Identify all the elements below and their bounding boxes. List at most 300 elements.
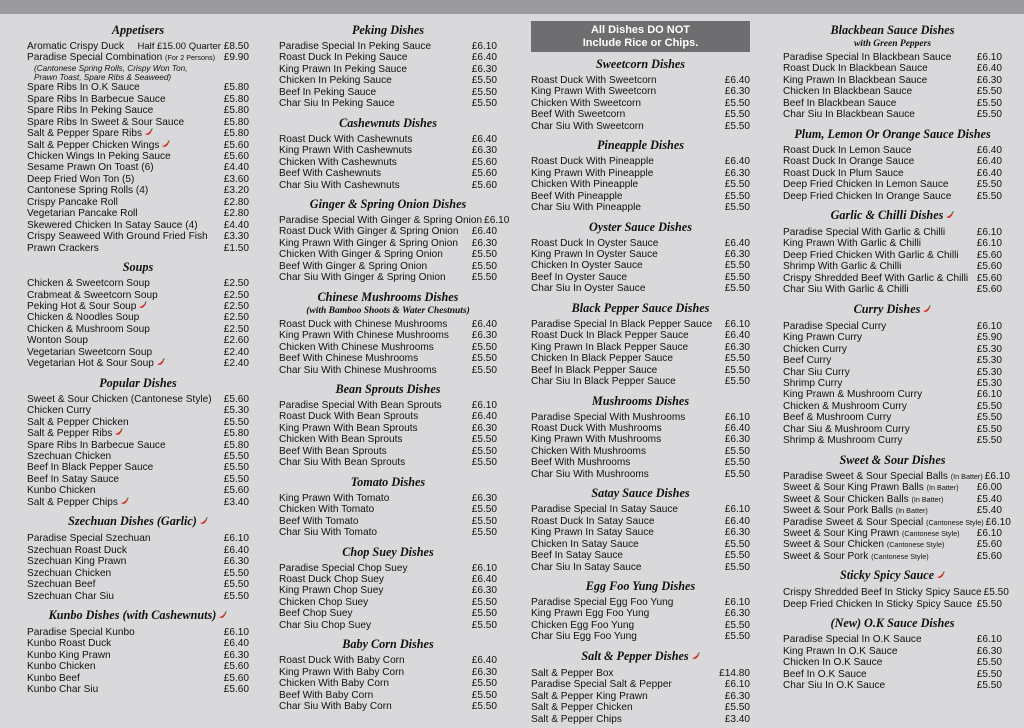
item-name: Char Siu In Satay Sauce bbox=[531, 561, 642, 573]
item-price: £6.40 bbox=[471, 411, 497, 423]
item-price: £5.40 bbox=[976, 493, 1002, 505]
item-name: King Prawn With Chinese Mushrooms bbox=[279, 330, 449, 342]
section-title bbox=[279, 23, 497, 37]
item-price-wrap bbox=[723, 714, 750, 725]
menu-section bbox=[783, 452, 1011, 563]
item-name: Beef In O.K Sauce bbox=[783, 668, 867, 680]
item-price-wrap bbox=[222, 140, 249, 151]
menu-item bbox=[27, 278, 249, 289]
item-price-wrap bbox=[723, 631, 750, 642]
section-title-text: Bean Sprouts Dishes bbox=[335, 381, 441, 396]
item-price: £2.40 bbox=[223, 346, 249, 358]
menu-item bbox=[531, 412, 750, 423]
menu-item bbox=[531, 668, 750, 679]
item-name-wrap bbox=[279, 701, 392, 712]
item-name: Vegetarian Sweetcorn Soup bbox=[27, 346, 153, 358]
menu-item bbox=[27, 579, 249, 590]
item-name-wrap bbox=[783, 63, 928, 74]
menu-item bbox=[27, 140, 249, 151]
menu-item bbox=[279, 411, 497, 422]
menu-item bbox=[783, 284, 1002, 295]
section-title-text: Chinese Mushrooms Dishes bbox=[317, 289, 459, 304]
section-subtitle: with Green Peppers bbox=[853, 39, 932, 49]
item-name: Chicken & Sweetcorn Soup bbox=[27, 278, 150, 290]
item-price-wrap bbox=[222, 462, 249, 473]
item-name: King Prawn In Black Pepper Sauce bbox=[531, 341, 689, 353]
item-price-wrap bbox=[723, 283, 750, 294]
menu-item bbox=[279, 574, 497, 585]
item-name: King Prawn With Cashewnuts bbox=[279, 145, 412, 157]
item-name: Beef Chop Suey bbox=[279, 608, 353, 620]
menu-item bbox=[783, 63, 1002, 74]
item-name-wrap bbox=[783, 75, 927, 86]
item-price: £5.50 bbox=[724, 271, 750, 283]
section-title-text: Sticky Spicy Sauce bbox=[839, 568, 935, 583]
menu-item bbox=[783, 344, 1002, 355]
item-name: Sweet & Sour Pork Balls bbox=[783, 505, 893, 517]
item-price-wrap bbox=[975, 599, 1002, 610]
item-name: Salt & Pepper Chicken Wings bbox=[27, 139, 160, 151]
item-name: Beef With Baby Corn bbox=[279, 689, 374, 701]
item-price: £6.30 bbox=[724, 167, 750, 179]
item-price: £5.50 bbox=[471, 341, 497, 353]
item-price: £5.50 bbox=[724, 260, 750, 272]
item-name: King Prawn In O.K Sauce bbox=[783, 645, 898, 657]
item-name-wrap bbox=[783, 646, 897, 657]
menu-column-3 bbox=[531, 20, 750, 725]
menu-item bbox=[531, 283, 750, 294]
item-name-wrap bbox=[279, 516, 358, 527]
item-price-wrap bbox=[222, 405, 249, 416]
item-name: Beef In Blackbean Sauce bbox=[783, 97, 897, 109]
item-name-wrap bbox=[279, 597, 368, 608]
menu-item bbox=[531, 319, 750, 330]
section-title bbox=[279, 545, 497, 559]
item-price: £6.30 bbox=[471, 63, 497, 75]
menu-item bbox=[783, 367, 1002, 378]
menu-item bbox=[531, 679, 750, 690]
menu-item bbox=[27, 312, 249, 323]
section-title-text: Soups bbox=[122, 260, 154, 275]
menu-item bbox=[279, 365, 497, 376]
menu-item bbox=[279, 667, 497, 678]
item-name: King Prawn & Mushroom Curry bbox=[783, 389, 923, 401]
item-price: £6.40 bbox=[471, 318, 497, 330]
item-name-wrap bbox=[279, 678, 389, 689]
item-price: £5.60 bbox=[223, 139, 249, 151]
item-name: Beef With Ginger & Spring Onion bbox=[279, 260, 428, 272]
item-name-wrap bbox=[27, 128, 153, 139]
item-name-wrap bbox=[531, 550, 623, 561]
item-name-wrap bbox=[783, 52, 951, 63]
menu-section bbox=[783, 127, 1002, 202]
section-title bbox=[531, 138, 750, 152]
item-price: £6.10 bbox=[724, 504, 750, 516]
menu-item bbox=[279, 168, 497, 179]
menu-item bbox=[783, 482, 1002, 493]
menu-item bbox=[27, 117, 249, 128]
item-price: £5.60 bbox=[976, 539, 1002, 551]
item-name-wrap bbox=[27, 394, 212, 405]
item-name: Char Siu Egg Foo Yung bbox=[531, 631, 637, 643]
item-price-wrap bbox=[723, 168, 750, 179]
item-name: Kunbo Chicken bbox=[27, 661, 96, 673]
item-name-wrap bbox=[27, 174, 134, 185]
item-price: £5.60 bbox=[223, 661, 249, 673]
item-price-wrap bbox=[470, 620, 497, 631]
menu-item bbox=[279, 457, 497, 468]
item-price: £6.40 bbox=[724, 422, 750, 434]
item-price-wrap bbox=[975, 657, 1002, 668]
menu-item bbox=[531, 702, 750, 713]
menu-item bbox=[531, 330, 750, 341]
item-price: £4.40 bbox=[223, 219, 249, 231]
item-name: Sweet & Sour Chicken bbox=[783, 539, 884, 551]
item-price: £2.80 bbox=[223, 196, 249, 208]
item-price: £6.10 bbox=[985, 516, 1011, 528]
item-price-wrap bbox=[470, 330, 497, 341]
menu-item bbox=[279, 87, 497, 98]
item-name-wrap bbox=[531, 504, 678, 515]
item-name: Char Siu With Ginger & Spring Onion bbox=[279, 272, 446, 284]
item-price-wrap bbox=[975, 680, 1002, 691]
item-price: £5.50 bbox=[724, 468, 750, 480]
item-name: Crispy Shredded Beef With Garlic & Chilli bbox=[783, 272, 969, 284]
item-price-wrap bbox=[723, 562, 750, 573]
item-name-wrap bbox=[27, 485, 95, 496]
menu-section bbox=[279, 23, 497, 110]
item-name: Roast Duck In Blackbean Sauce bbox=[783, 63, 928, 75]
item-name-wrap bbox=[531, 191, 622, 202]
item-name-wrap bbox=[279, 434, 402, 445]
item-price: £9.90 bbox=[223, 52, 249, 64]
menu-item bbox=[531, 98, 750, 109]
item-price-wrap bbox=[975, 86, 1002, 97]
menu-item bbox=[531, 457, 750, 468]
item-price-wrap bbox=[982, 587, 1009, 598]
item-name: Chicken With Chinese Mushrooms bbox=[279, 341, 434, 353]
item-price: £5.50 bbox=[976, 109, 1002, 121]
section-title bbox=[783, 616, 1002, 630]
item-price: £5.50 bbox=[471, 596, 497, 608]
item-name-wrap bbox=[279, 667, 404, 678]
item-name-wrap bbox=[531, 272, 627, 283]
chili-pepper-icon bbox=[118, 497, 129, 507]
item-price-wrap bbox=[470, 504, 497, 515]
item-price-wrap bbox=[470, 261, 497, 272]
menu-item bbox=[783, 389, 1002, 400]
item-name-wrap bbox=[27, 185, 148, 196]
menu-item bbox=[27, 151, 249, 162]
menu-item bbox=[27, 41, 249, 52]
section-title-text: Oyster Sauce Dishes bbox=[589, 219, 692, 234]
item-name: King Prawn Chop Suey bbox=[279, 585, 384, 597]
item-name: King Prawn With Pineapple bbox=[531, 167, 654, 179]
item-price-wrap bbox=[222, 128, 249, 139]
item-price: £5.50 bbox=[223, 590, 249, 602]
menu-item bbox=[279, 690, 497, 701]
menu-item bbox=[27, 661, 249, 672]
item-name: Kunbo Char Siu bbox=[27, 684, 99, 696]
menu-item bbox=[531, 260, 750, 271]
menu-section bbox=[279, 637, 497, 712]
item-name-wrap bbox=[531, 342, 688, 353]
menu-item bbox=[531, 342, 750, 353]
menu-item bbox=[27, 556, 249, 567]
item-name: Chicken With Ginger & Spring Onion bbox=[279, 249, 443, 261]
item-price-wrap bbox=[975, 482, 1002, 493]
item-price-wrap bbox=[470, 87, 497, 98]
menu-item bbox=[783, 412, 1002, 423]
item-name: Paradise Special With Mushrooms bbox=[531, 411, 686, 423]
item-note: Prawn Toast, Spare Ribs & Seaweed) bbox=[34, 73, 172, 83]
item-name: Crispy Pancake Roll bbox=[27, 196, 118, 208]
item-price: £6.30 bbox=[976, 645, 1002, 657]
menu-column-2 bbox=[279, 20, 510, 713]
item-name-wrap bbox=[783, 109, 915, 120]
item-price: £5.50 bbox=[471, 504, 497, 516]
menu-section bbox=[783, 208, 1002, 296]
item-price: £5.50 bbox=[471, 515, 497, 527]
menu-item bbox=[279, 446, 497, 457]
item-name: Roast Duck With Ginger & Spring Onion bbox=[279, 226, 459, 238]
item-price: £5.50 bbox=[724, 190, 750, 202]
item-name: Paradise Special Egg Foo Yung bbox=[531, 596, 674, 608]
item-name: Paradise Special With Bean Sprouts bbox=[279, 399, 442, 411]
item-price: £6.10 bbox=[724, 679, 750, 691]
item-name-wrap bbox=[783, 332, 862, 343]
item-tag: (Cantonese Style) bbox=[926, 517, 984, 527]
item-price-wrap bbox=[723, 202, 750, 213]
item-price: £5.50 bbox=[471, 678, 497, 690]
item-price-wrap bbox=[723, 423, 750, 434]
item-name-wrap bbox=[279, 180, 400, 191]
menu-item bbox=[531, 527, 750, 538]
item-name-wrap bbox=[783, 471, 983, 482]
section-title-text: Sweet & Sour Dishes bbox=[839, 452, 946, 467]
item-name: Kunbo Roast Duck bbox=[27, 638, 112, 650]
item-price: £5.50 bbox=[471, 701, 497, 713]
item-name: Sweet & Sour Chicken (Cantonese Style) bbox=[27, 393, 212, 405]
item-name: Char Siu With Baby Corn bbox=[279, 701, 392, 713]
menu-section bbox=[783, 616, 1002, 691]
item-price: £6.30 bbox=[471, 237, 497, 249]
item-price: £5.60 bbox=[976, 272, 1002, 284]
menu-item bbox=[783, 424, 1002, 435]
item-name: Chicken & Mushroom Soup bbox=[27, 323, 150, 335]
item-price: £6.40 bbox=[471, 52, 497, 64]
menu-item bbox=[531, 446, 750, 457]
item-name-wrap bbox=[531, 168, 653, 179]
menu-item bbox=[27, 684, 249, 695]
item-price: £5.50 bbox=[976, 598, 1002, 610]
menu-item bbox=[783, 191, 1002, 202]
item-name: King Prawn With Garlic & Chilli bbox=[783, 238, 921, 250]
item-price: £3.40 bbox=[724, 713, 750, 725]
item-name: Char Siu With Tomato bbox=[279, 527, 377, 539]
item-name: Deep Fried Chicken With Garlic & Chilli bbox=[783, 249, 959, 261]
item-price: £6.40 bbox=[471, 226, 497, 238]
item-price-wrap bbox=[723, 109, 750, 120]
item-name-wrap bbox=[27, 197, 118, 208]
section-title-text: Sweetcorn Dishes bbox=[595, 57, 686, 71]
menu-item bbox=[783, 261, 1002, 272]
menu-item bbox=[279, 261, 497, 272]
menu-item bbox=[279, 319, 497, 330]
item-price: £5.50 bbox=[983, 587, 1009, 599]
item-name-wrap bbox=[27, 335, 88, 346]
chili-pepper-icon bbox=[159, 140, 170, 150]
item-name: Salt & Pepper King Prawn bbox=[531, 690, 648, 702]
menu-item bbox=[783, 470, 1010, 482]
section-title bbox=[531, 57, 750, 71]
item-name: Chicken Egg Foo Yung bbox=[531, 619, 635, 631]
item-name: Paradise Sweet & Sour Special bbox=[783, 516, 924, 528]
item-name-wrap bbox=[279, 145, 412, 156]
menu-section bbox=[531, 486, 750, 573]
item-name-wrap bbox=[279, 157, 397, 168]
item-price: £5.50 bbox=[471, 260, 497, 272]
item-name-wrap bbox=[27, 117, 184, 128]
section-title-text: Salt & Pepper Dishes bbox=[581, 648, 689, 663]
item-name-wrap bbox=[27, 440, 166, 451]
item-name-wrap bbox=[279, 585, 383, 596]
item-price-wrap bbox=[222, 428, 249, 439]
item-name-wrap bbox=[783, 145, 911, 156]
item-price: £5.50 bbox=[976, 86, 1002, 98]
item-name: Spare Ribs In Sweet & Sour Sauce bbox=[27, 116, 185, 128]
item-price: £5.80 bbox=[223, 428, 249, 440]
item-name-wrap bbox=[279, 400, 442, 411]
item-price: £6.10 bbox=[471, 562, 497, 574]
item-price-wrap bbox=[222, 417, 249, 428]
item-name-wrap bbox=[279, 64, 407, 75]
menu-item bbox=[27, 417, 249, 428]
item-name: Paradise Special In Satay Sauce bbox=[531, 504, 679, 516]
item-price-wrap bbox=[975, 344, 1002, 355]
item-name-wrap bbox=[531, 539, 639, 550]
item-price-wrap bbox=[975, 528, 1002, 539]
item-price-wrap bbox=[723, 353, 750, 364]
section-title-text: Baby Corn Dishes bbox=[342, 637, 434, 652]
item-name: Paradise Special Salt & Pepper bbox=[531, 679, 672, 691]
item-price-wrap bbox=[723, 620, 750, 631]
item-price-wrap bbox=[470, 655, 497, 666]
item-tag: (In Batter) bbox=[895, 506, 928, 516]
menu-item bbox=[783, 516, 1011, 528]
menu-item bbox=[279, 64, 497, 75]
item-name-wrap bbox=[27, 347, 152, 358]
item-price-wrap bbox=[975, 494, 1002, 505]
section-title bbox=[27, 260, 249, 274]
menu-item bbox=[27, 533, 249, 544]
item-price: £6.00 bbox=[976, 482, 1002, 494]
item-name-wrap bbox=[27, 684, 98, 695]
item-name-wrap bbox=[279, 330, 449, 341]
item-price: £5.60 bbox=[223, 684, 249, 696]
item-price: £5.50 bbox=[724, 179, 750, 191]
section-title-text: Blackbean Sauce Dishes bbox=[830, 23, 955, 37]
menu-item bbox=[783, 86, 1002, 97]
item-tag: (Cantonese Style) bbox=[871, 551, 929, 561]
item-name: Beef With Chinese Mushrooms bbox=[279, 353, 419, 365]
item-name-wrap bbox=[531, 668, 613, 679]
item-name-wrap bbox=[783, 367, 850, 378]
menu-item bbox=[531, 168, 750, 179]
item-price: £5.30 bbox=[976, 377, 1002, 389]
item-name-wrap bbox=[279, 261, 427, 272]
item-name: Szechuan Chicken bbox=[27, 567, 112, 579]
menu-item bbox=[27, 428, 249, 439]
menu-section bbox=[27, 23, 249, 254]
item-name-wrap bbox=[279, 134, 413, 145]
item-name-wrap bbox=[783, 179, 949, 190]
item-price-wrap bbox=[222, 220, 249, 231]
section-title-text: Egg Foo Yung Dishes bbox=[585, 578, 696, 593]
item-name-wrap bbox=[783, 378, 842, 389]
item-name: Shrimp & Mushroom Curry bbox=[783, 435, 903, 447]
item-name-wrap bbox=[531, 691, 648, 702]
menu-item bbox=[27, 545, 249, 556]
chili-pepper-icon bbox=[934, 571, 945, 581]
menu-section bbox=[531, 138, 750, 213]
item-name-wrap bbox=[531, 702, 633, 713]
item-price: £5.50 bbox=[223, 416, 249, 428]
item-name: Paradise Special In O.K Sauce bbox=[783, 634, 922, 646]
item-price-wrap bbox=[723, 342, 750, 353]
item-price: £5.80 bbox=[223, 105, 249, 117]
item-price-wrap bbox=[222, 52, 249, 63]
item-name: King Prawn In Blackbean Sauce bbox=[783, 74, 928, 86]
menu-section bbox=[279, 545, 497, 632]
item-name: Paradise Special Kunbo bbox=[27, 626, 135, 638]
item-name: Beef In Black Pepper Sauce bbox=[27, 462, 154, 474]
item-name: Spare Ribs In Barbecue Sauce bbox=[27, 439, 166, 451]
item-price: £6.40 bbox=[724, 237, 750, 249]
item-price: £5.50 bbox=[976, 412, 1002, 424]
menu-item bbox=[783, 378, 1002, 389]
item-name-wrap bbox=[531, 376, 676, 387]
item-price: £6.40 bbox=[976, 63, 1002, 75]
item-name-wrap bbox=[279, 527, 377, 538]
item-price-wrap bbox=[222, 451, 249, 462]
item-name-wrap bbox=[279, 41, 431, 52]
item-name: Char Siu In Blackbean Sauce bbox=[783, 109, 915, 121]
item-price-wrap bbox=[222, 243, 249, 254]
item-name: King Prawn Egg Foo Yung bbox=[531, 608, 650, 620]
item-price-wrap bbox=[222, 627, 249, 638]
item-name: King Prawn With Baby Corn bbox=[279, 666, 405, 678]
item-price-wrap bbox=[723, 679, 750, 690]
item-price: £5.50 bbox=[471, 86, 497, 98]
item-name-wrap bbox=[783, 321, 886, 332]
menu-item bbox=[531, 691, 750, 702]
item-price-wrap bbox=[222, 497, 249, 508]
item-price-wrap bbox=[975, 261, 1002, 272]
menu-item bbox=[783, 168, 1002, 179]
item-name-wrap bbox=[27, 231, 208, 242]
item-name-wrap bbox=[279, 52, 407, 63]
item-price: £5.60 bbox=[976, 284, 1002, 296]
item-name-wrap bbox=[27, 627, 135, 638]
section-title-text: Black Pepper Sauce Dishes bbox=[571, 300, 710, 315]
item-name: Roast Duck In Plum Sauce bbox=[783, 167, 904, 179]
item-price-wrap bbox=[723, 691, 750, 702]
item-name: Chicken With Bean Sprouts bbox=[279, 434, 403, 446]
item-price-wrap bbox=[470, 272, 497, 283]
item-name-wrap bbox=[27, 556, 126, 567]
item-name-wrap bbox=[531, 434, 661, 445]
